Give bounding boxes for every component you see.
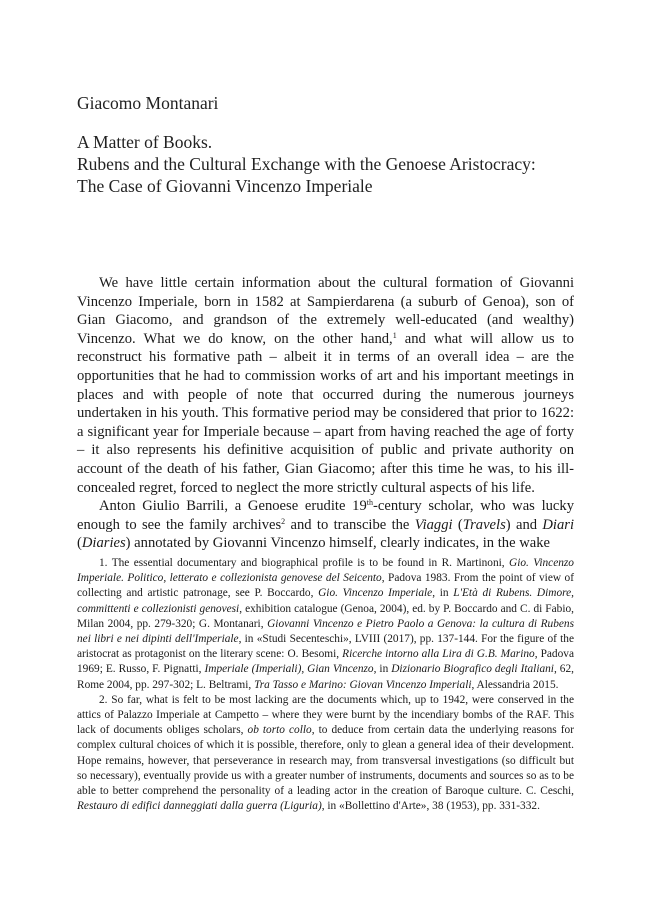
author-name: Giacomo Montanari <box>77 93 219 113</box>
footnote: 2. So far, what is felt to be most lacking are the documents which, up to 1942, were conserved in the attics of Palazzo Imperiale at Campetto – where they were burnt by the incendiary bombs of the RAF. This lack of documents obliges scholars, ob torto collo, to deduce from certain data the underlying reasons for complex cultural choices of which it is possible, therefore, only to glean a general idea of their development. Hope remains, however, that perseverance in research may, from transversal investigations (so difficult but so necessary), eventually provide us with a greater number of instruments, documents and sources so as to be able to better comprehend the personality of a leading actor in the creation of Baroque culture. C. Ceschi, Restauro di edifici danneggiati dalla guerra (Liguria), in «Bollettino d'Arte», 38 (1953), pp. 331-332. <box>77 693 574 813</box>
chapter-title <box>77 131 597 197</box>
footnote-ref: 1 <box>392 330 397 340</box>
ordinal-suffix: th <box>366 498 373 508</box>
title-line: The Case of Giovanni Vincenzo Imperiale <box>77 176 373 196</box>
paragraph: Anton Giulio Barrili, a Genoese erudite 19th-century scholar, who was lucky enough to see the family archives$^2$ and to transcibe the Viaggi (Travels) and Diari (Diaries) annotated by Giovanni Vincenzo himself, clearly indicates, in the wake <box>77 498 575 552</box>
paragraph: We have little certain information about the cultural formation of Giovanni Vincenzo Imperiale, born in 1582 at Sampierdarena (a suburb of Genoa), son of Gian Giacomo, and grandson of the extremely well-educated (and wealthy) Vincenzo. What we do know, on the other hand,$^1$ and what will allow us to reconstruct his formative path – albeit it in terms of an overall idea – are the opportunities that he had to commission works of art and his important meetings in places and with people of note that occurred during the numerous journeys undertaken in his youth. This formative period may be considered that prior to 1622: a significant year for Imperiale because – apart from having reached the age of forty – it also represents his definitive acquisition of public and private authority on account of the death of his father, Gian Giacomo; after this time he was, to his ill-concealed regret, forced to neglect the more strictly cultural aspects of his life. <box>77 275 574 496</box>
footnotes <box>77 556 574 814</box>
title-line: Rubens and the Cultural Exchange with the Genoese Aristocracy: <box>77 154 536 174</box>
footnote-ref: 2 <box>281 516 286 526</box>
body-text <box>77 274 574 553</box>
title-line: A Matter of Books. <box>77 132 213 152</box>
footnote: 1. The essential documentary and biographical profile is to be found in R. Martinoni, Gio. Vincenzo Imperiale. Politico, letterato e collezionista genovese del Seicento, Padova 1983. From the point of view of collecting and artistic patronage, see P. Boccardo, Gio. Vincenzo Imperiale, in L'Età di Rubens. Dimore, committenti e collezionisti genovesi, exhibition catalogue (Genoa, 2004), ed. by P. Boccardo and C. di Fabio, Milan 2004, pp. 279-320; G. Montanari, Giovanni Vincenzo e Pietro Paolo a Genova: la cultura di Rubens nei libri e nei dipinti dell'Imperiale, in «Studi Secenteschi», LVIII (2017), pp. 137-144. For the figure of the aristocrat as protagonist on the literary scene: O. Besomi, Ricerche intorno alla Lira di G.B. Marino, Padova 1969; E. Russo, F. Pignatti, Imperiale (Imperiali), Gian Vincenzo, in Dizionario Biografico degli Italiani, 62, Rome 2004, pp. 297-302; L. Beltrami, Tra Tasso e Marino: Giovan Vincenzo Imperiali, Alessandria 2015. <box>77 557 574 691</box>
